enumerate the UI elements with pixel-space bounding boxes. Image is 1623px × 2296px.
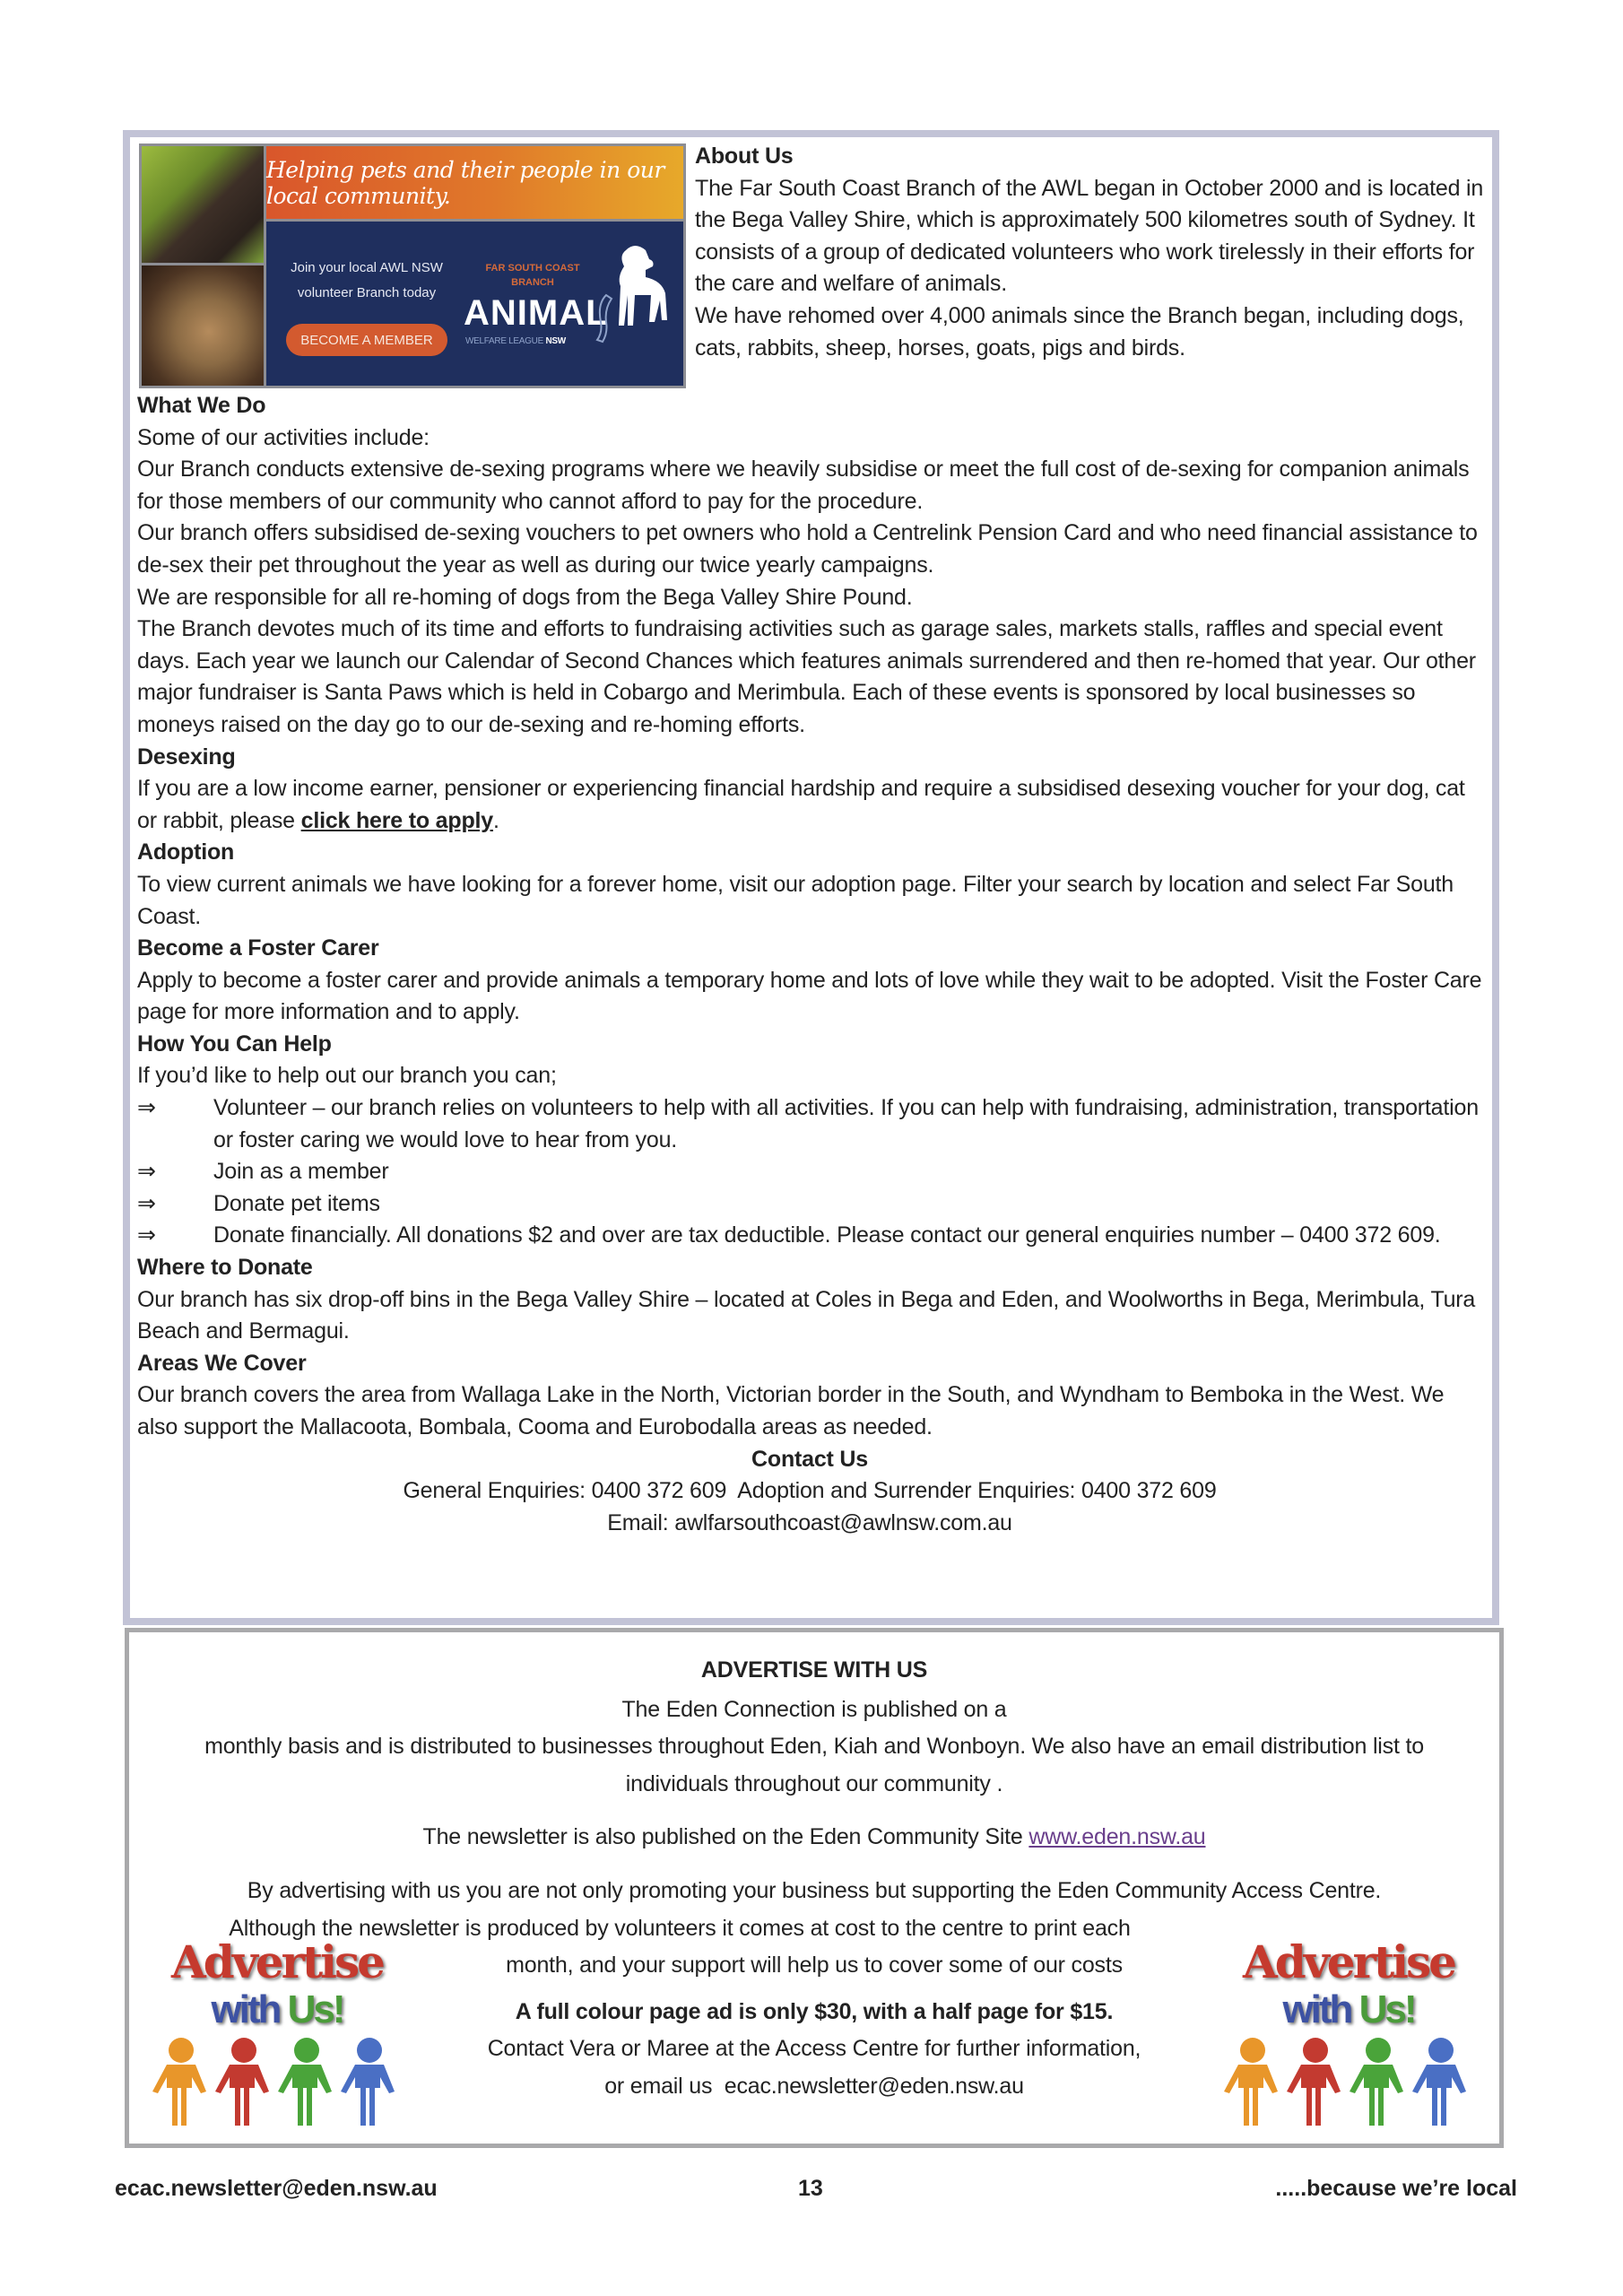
what-we-do-line: Our Branch conducts extensive de-sexing programs where we heavily subsidise or meet the full cost of de-sexing for companion animals for those members of our community who cannot afford to pay for the procedure. xyxy=(137,457,1470,514)
foster-text: Apply to become a foster carer and provide animals a temporary home and lots of love while they wait to be adopted. Visit the Foster Care page for more information and to apply. xyxy=(137,967,1482,1025)
help-list-item xyxy=(137,1092,1482,1156)
advertise-contact: Contact Vera or Maree at the Access Centre for further information, xyxy=(487,2036,1141,2062)
advertise-email[interactable]: or email us ecac.newsletter@eden.nsw.au xyxy=(604,2073,1024,2099)
banner-tagline: Helping pets and their people in our local community. xyxy=(266,146,683,219)
logo-with-word: with xyxy=(1282,1987,1351,2031)
become-member-button[interactable]: BECOME A MEMBER xyxy=(286,324,447,356)
logo-with-us xyxy=(147,1987,407,2032)
cat-photo xyxy=(142,265,264,386)
footer-tagline: .....because we’re local xyxy=(1275,2176,1517,2201)
logo-sub-nsw: NSW xyxy=(545,336,566,346)
what-we-do-line: Our branch offers subsidised de-sexing vouchers to pet owners who hold a Centrelink Pension Card and who need financial assistance to de-sex their pet throughout the year as well as during our twice yearly campaigns. xyxy=(137,520,1478,578)
adoption-text: To view current animals we have looking for a forever home, visit our adoption page. Filter your search by location and select Far South Coast. xyxy=(137,871,1454,929)
arrow-bullet-icon: ⇒ xyxy=(137,1222,156,1248)
foster-heading: Become a Foster Carer xyxy=(137,935,379,961)
help-list-item xyxy=(137,1220,1482,1252)
banner-join-text: Join your local AWL NSW volunteer Branch today xyxy=(291,260,443,300)
desexing-text xyxy=(137,773,1482,837)
desexing-period: . xyxy=(492,807,499,833)
about-us-section xyxy=(695,141,1484,364)
site-text: The newsletter is also published on the Eden Community Site xyxy=(422,1824,1029,1850)
arrow-bullet-icon: ⇒ xyxy=(137,1190,156,1216)
desexing-body: If you are a low income earner, pensioner or experiencing financial hardship and require a subsidised desexing voucher for your dog, cat or rabbit, please xyxy=(137,776,1465,833)
arrow-bullet-icon: ⇒ xyxy=(137,1095,156,1121)
logo-with-word: with xyxy=(211,1987,280,2031)
advertise-price: A full colour page ad is only $30, with a half page for $15. xyxy=(515,1998,1114,2024)
about-us-paragraph-2: We have rehomed over 4,000 animals since the Branch began, including dogs, cats, rabbits, sheep, horses, goats, pigs and birds. xyxy=(695,302,1464,361)
help-item-text: Donate financially. All donations $2 and over are tax deductible. Please contact our general enquiries number – 0400 372 609. xyxy=(213,1222,1441,1248)
advertise-line: individuals throughout our community . xyxy=(625,1770,1003,1796)
eden-site-link[interactable]: www.eden.nsw.au xyxy=(1028,1824,1206,1850)
where-to-donate-heading: Where to Donate xyxy=(137,1255,313,1281)
what-we-do-line: The Branch devotes much of its time and efforts to fundraising activities such as garage sales, markets stalls, raffles and special event days. Each year we launch our Calendar of Second Chances which features animals surrendered and then re-homed that year. Our other major fundraiser is Santa Paws which is held in Cobargo and Merimbula. Each of these events is sponsored by local businesses so moneys raised on the day go to our de-sexing and re-homing efforts. xyxy=(137,616,1476,737)
areas-heading: Areas We Cover xyxy=(137,1350,307,1376)
help-item-text: Join as a member xyxy=(213,1159,389,1185)
advertise-line: The Eden Connection is published on a xyxy=(621,1696,1007,1722)
page-number: 13 xyxy=(798,2176,823,2201)
help-item-text: Donate pet items xyxy=(213,1190,380,1216)
apply-link[interactable]: click here to apply xyxy=(300,807,493,833)
footer-email[interactable]: ecac.newsletter@eden.nsw.au xyxy=(115,2176,438,2201)
logo-advertise-word: Advertise xyxy=(1242,1935,1454,1988)
contact-email[interactable]: Email: awlfarsouthcoast@awlnsw.com.au xyxy=(607,1509,1012,1535)
logo-us-word: Us! xyxy=(1358,1987,1415,2031)
advertise-line: Although the newsletter is produced by volunteers it comes at cost to the centre to print each xyxy=(229,1915,1131,1941)
desexing-heading: Desexing xyxy=(137,744,236,770)
awl-body xyxy=(137,390,1482,1539)
logo-with-us xyxy=(1219,1987,1479,2032)
help-item-text: Volunteer – our branch relies on volunteers to help with all activities. If you can help with fundraising, administration, transportation or foster caring we would love to hear from you. xyxy=(213,1095,1479,1152)
advertise-line: month, and your support will help us to cover some of our costs xyxy=(506,1952,1123,1979)
about-us-heading: About Us xyxy=(695,144,794,169)
about-us-paragraph-1: The Far South Coast Branch of the AWL began in October 2000 and is located in the Bega Valley Shire, which is approximately 500 kilometres south of Sydney. It consists of a group of dedicated volunteers who work tirelessly in their efforts for the care and welfare of animals. xyxy=(695,175,1484,297)
awl-article-box xyxy=(123,130,1499,1625)
awl-logo-word: ANIMAL xyxy=(464,293,609,333)
advertise-with-us-logo-left xyxy=(147,1935,407,2133)
logo-us-word: Us! xyxy=(287,1987,343,2031)
what-we-do-line: We are responsible for all re-homing of dogs from the Bega Valley Shire Pound. xyxy=(137,584,913,610)
banner-branch-name: FAR SOUTH COAST BRANCH xyxy=(485,263,580,288)
advertise-with-us-logo-right xyxy=(1219,1935,1479,2133)
people-holding-hands-icon xyxy=(147,2036,407,2126)
logo-sub-welfare: WELFARE LEAGUE xyxy=(465,336,543,346)
advertise-box xyxy=(125,1628,1504,2148)
contact-phones: General Enquiries: 0400 372 609 Adoption and Surrender Enquiries: 0400 372 609 xyxy=(403,1478,1217,1504)
people-holding-hands-icon xyxy=(1219,2036,1479,2126)
areas-text: Our branch covers the area from Wallaga Lake in the North, Victorian border in the South, and Wyndham to Bemboka in the West. We also support the Mallacoota, Bombala, Cooma and Eurobodalla areas as needed. xyxy=(137,1382,1445,1439)
arrow-bullet-icon: ⇒ xyxy=(137,1159,156,1185)
help-intro: If you’d like to help out our branch you can; xyxy=(137,1063,557,1089)
where-to-donate-text: Our branch has six drop-off bins in the Bega Valley Shire – located at Coles in Bega and Eden, and Woolworths in Bega, Merimbula, Tura Beach and Bermagui. xyxy=(137,1286,1476,1344)
what-we-do-heading: What We Do xyxy=(137,393,266,418)
adoption-heading: Adoption xyxy=(137,839,235,865)
advertise-heading: ADVERTISE WITH US xyxy=(700,1657,928,1683)
awl-banner-image[interactable] xyxy=(139,144,686,388)
advertise-line: By advertising with us you are not only promoting your business but supporting the Eden Community Access Centre. xyxy=(247,1877,1382,1903)
dog-cat-silhouette-icon xyxy=(590,241,671,358)
what-we-do-line: Some of our activities include: xyxy=(137,424,430,450)
help-heading: How You Can Help xyxy=(137,1031,332,1057)
advertise-line: monthly basis and is distributed to businesses throughout Eden, Kiah and Wonboyn. We also have an email distribution list to xyxy=(204,1734,1424,1760)
help-list-item xyxy=(137,1188,1482,1221)
dog-photo xyxy=(142,146,264,263)
logo-advertise-word: Advertise xyxy=(170,1935,383,1988)
banner-panel xyxy=(266,222,683,386)
help-list-item xyxy=(137,1156,1482,1188)
awl-logo-subtitle xyxy=(465,336,566,346)
advertise-site-line xyxy=(129,1822,1499,1854)
contact-heading: Contact Us xyxy=(751,1446,868,1472)
